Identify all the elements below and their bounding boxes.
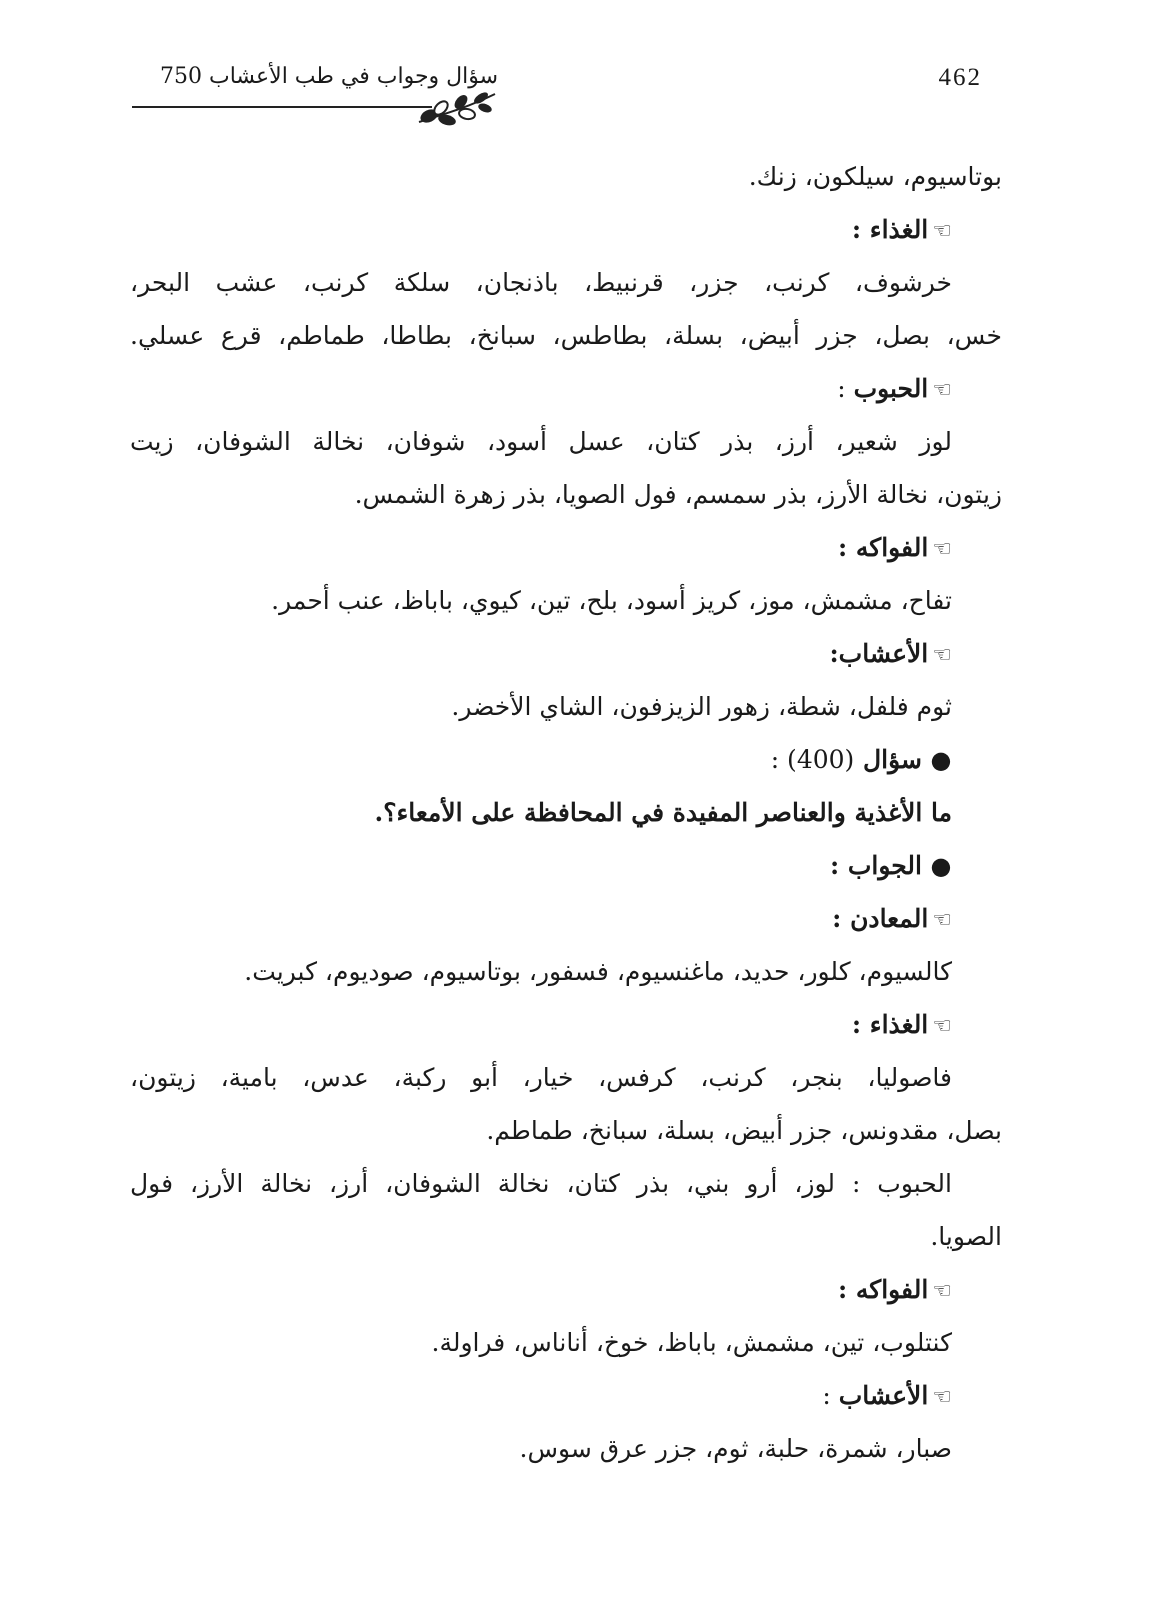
page-header bbox=[132, 62, 1002, 132]
question-label: سؤال bbox=[863, 745, 922, 774]
page-body bbox=[130, 150, 1002, 1475]
section-heading bbox=[130, 998, 1002, 1051]
heading-label: الأعشاب bbox=[838, 1381, 929, 1410]
leaf-ornament-icon bbox=[417, 86, 497, 130]
section-heading bbox=[130, 1263, 1002, 1316]
section-heading bbox=[130, 203, 1002, 256]
heading-label: الفواكه : bbox=[837, 1275, 929, 1304]
pointing-hand-icon: ☜ bbox=[932, 1279, 952, 1304]
apple-icon: ● bbox=[930, 851, 952, 880]
text-line: ثوم فلفل، شطة، زهور الزيزفون، الشاي الأخضر. bbox=[451, 692, 952, 721]
text-line: خس، بصل، جزر أبيض، بسلة، بطاطس، سبانخ، بطاطا، طماطم، قرع عسلي. bbox=[130, 321, 1002, 350]
text-line: كالسيوم، كلور، حديد، ماغنسيوم، فسفور، بوتاسيوم، صوديوم، كبريت. bbox=[244, 957, 952, 986]
pointing-hand-icon: ☜ bbox=[932, 378, 952, 403]
running-title: 750 سؤال وجواب في طب الأعشاب bbox=[160, 64, 499, 89]
heading-label: الأعشاب: bbox=[829, 639, 929, 668]
text-line: خرشوف، كرنب، جزر، قرنبيط، باذنجان، سلكة كرنب، عشب البحر، bbox=[130, 268, 952, 297]
header-rule bbox=[132, 106, 432, 108]
pointing-hand-icon: ☜ bbox=[932, 1014, 952, 1039]
answer-label: الجواب : bbox=[829, 851, 922, 880]
text-line: الحبوب : لوز، أرو بني، بذر كتان، نخالة الشوفان، أرز، نخالة الأرز، فول bbox=[130, 1169, 952, 1198]
pointing-hand-icon: ☜ bbox=[932, 643, 952, 668]
heading-label: المعادن : bbox=[832, 904, 929, 933]
question-number: (400) : bbox=[770, 745, 855, 774]
text-line: كنتلوب، تين، مشمش، باباظ، خوخ، أناناس، فراولة. bbox=[431, 1328, 952, 1357]
section-heading bbox=[130, 892, 1002, 945]
text-line: بوتاسيوم، سيلكون، زنك. bbox=[748, 162, 1002, 191]
page-number: 462 bbox=[938, 64, 982, 91]
heading-label: الغذاء : bbox=[851, 1010, 929, 1039]
text-line: زيتون، نخالة الأرز، بذر سمسم، فول الصويا، بذر زهرة الشمس. bbox=[354, 480, 1002, 509]
section-heading bbox=[130, 362, 1002, 415]
text-line: فاصوليا، بنجر، كرنب، كرفس، خيار، أبو ركبة، عدس، بامية، زيتون، bbox=[130, 1063, 952, 1092]
answer-heading bbox=[130, 839, 1002, 892]
question-heading bbox=[130, 733, 1002, 786]
heading-label: الغذاء : bbox=[851, 215, 929, 244]
text-line: الصويا. bbox=[930, 1222, 1002, 1251]
text-line: لوز شعير، أرز، بذر كتان، عسل أسود، شوفان، نخالة الشوفان، زيت bbox=[130, 427, 952, 456]
heading-label: الحبوب bbox=[853, 374, 929, 403]
question-text: ما الأغذية والعناصر المفيدة في المحافظة على الأمعاء؟. bbox=[374, 798, 952, 827]
section-heading bbox=[130, 627, 1002, 680]
apple-icon: ● bbox=[930, 745, 952, 774]
heading-colon: : bbox=[837, 374, 854, 403]
pointing-hand-icon: ☜ bbox=[932, 219, 952, 244]
section-heading bbox=[130, 521, 1002, 574]
section-heading bbox=[130, 1369, 1002, 1422]
text-line: تفاح، مشمش، موز، كريز أسود، بلح، تين، كيوي، باباظ، عنب أحمر. bbox=[271, 586, 952, 615]
pointing-hand-icon: ☜ bbox=[932, 537, 952, 562]
text-line: صبار، شمرة، حلبة، ثوم، جزر عرق سوس. bbox=[519, 1434, 952, 1463]
pointing-hand-icon: ☜ bbox=[932, 1385, 952, 1410]
heading-colon: : bbox=[822, 1381, 839, 1410]
pointing-hand-icon: ☜ bbox=[932, 908, 952, 933]
heading-label: الفواكه : bbox=[837, 533, 929, 562]
text-line: بصل، مقدونس، جزر أبيض، بسلة، سبانخ، طماطم. bbox=[486, 1116, 1002, 1145]
